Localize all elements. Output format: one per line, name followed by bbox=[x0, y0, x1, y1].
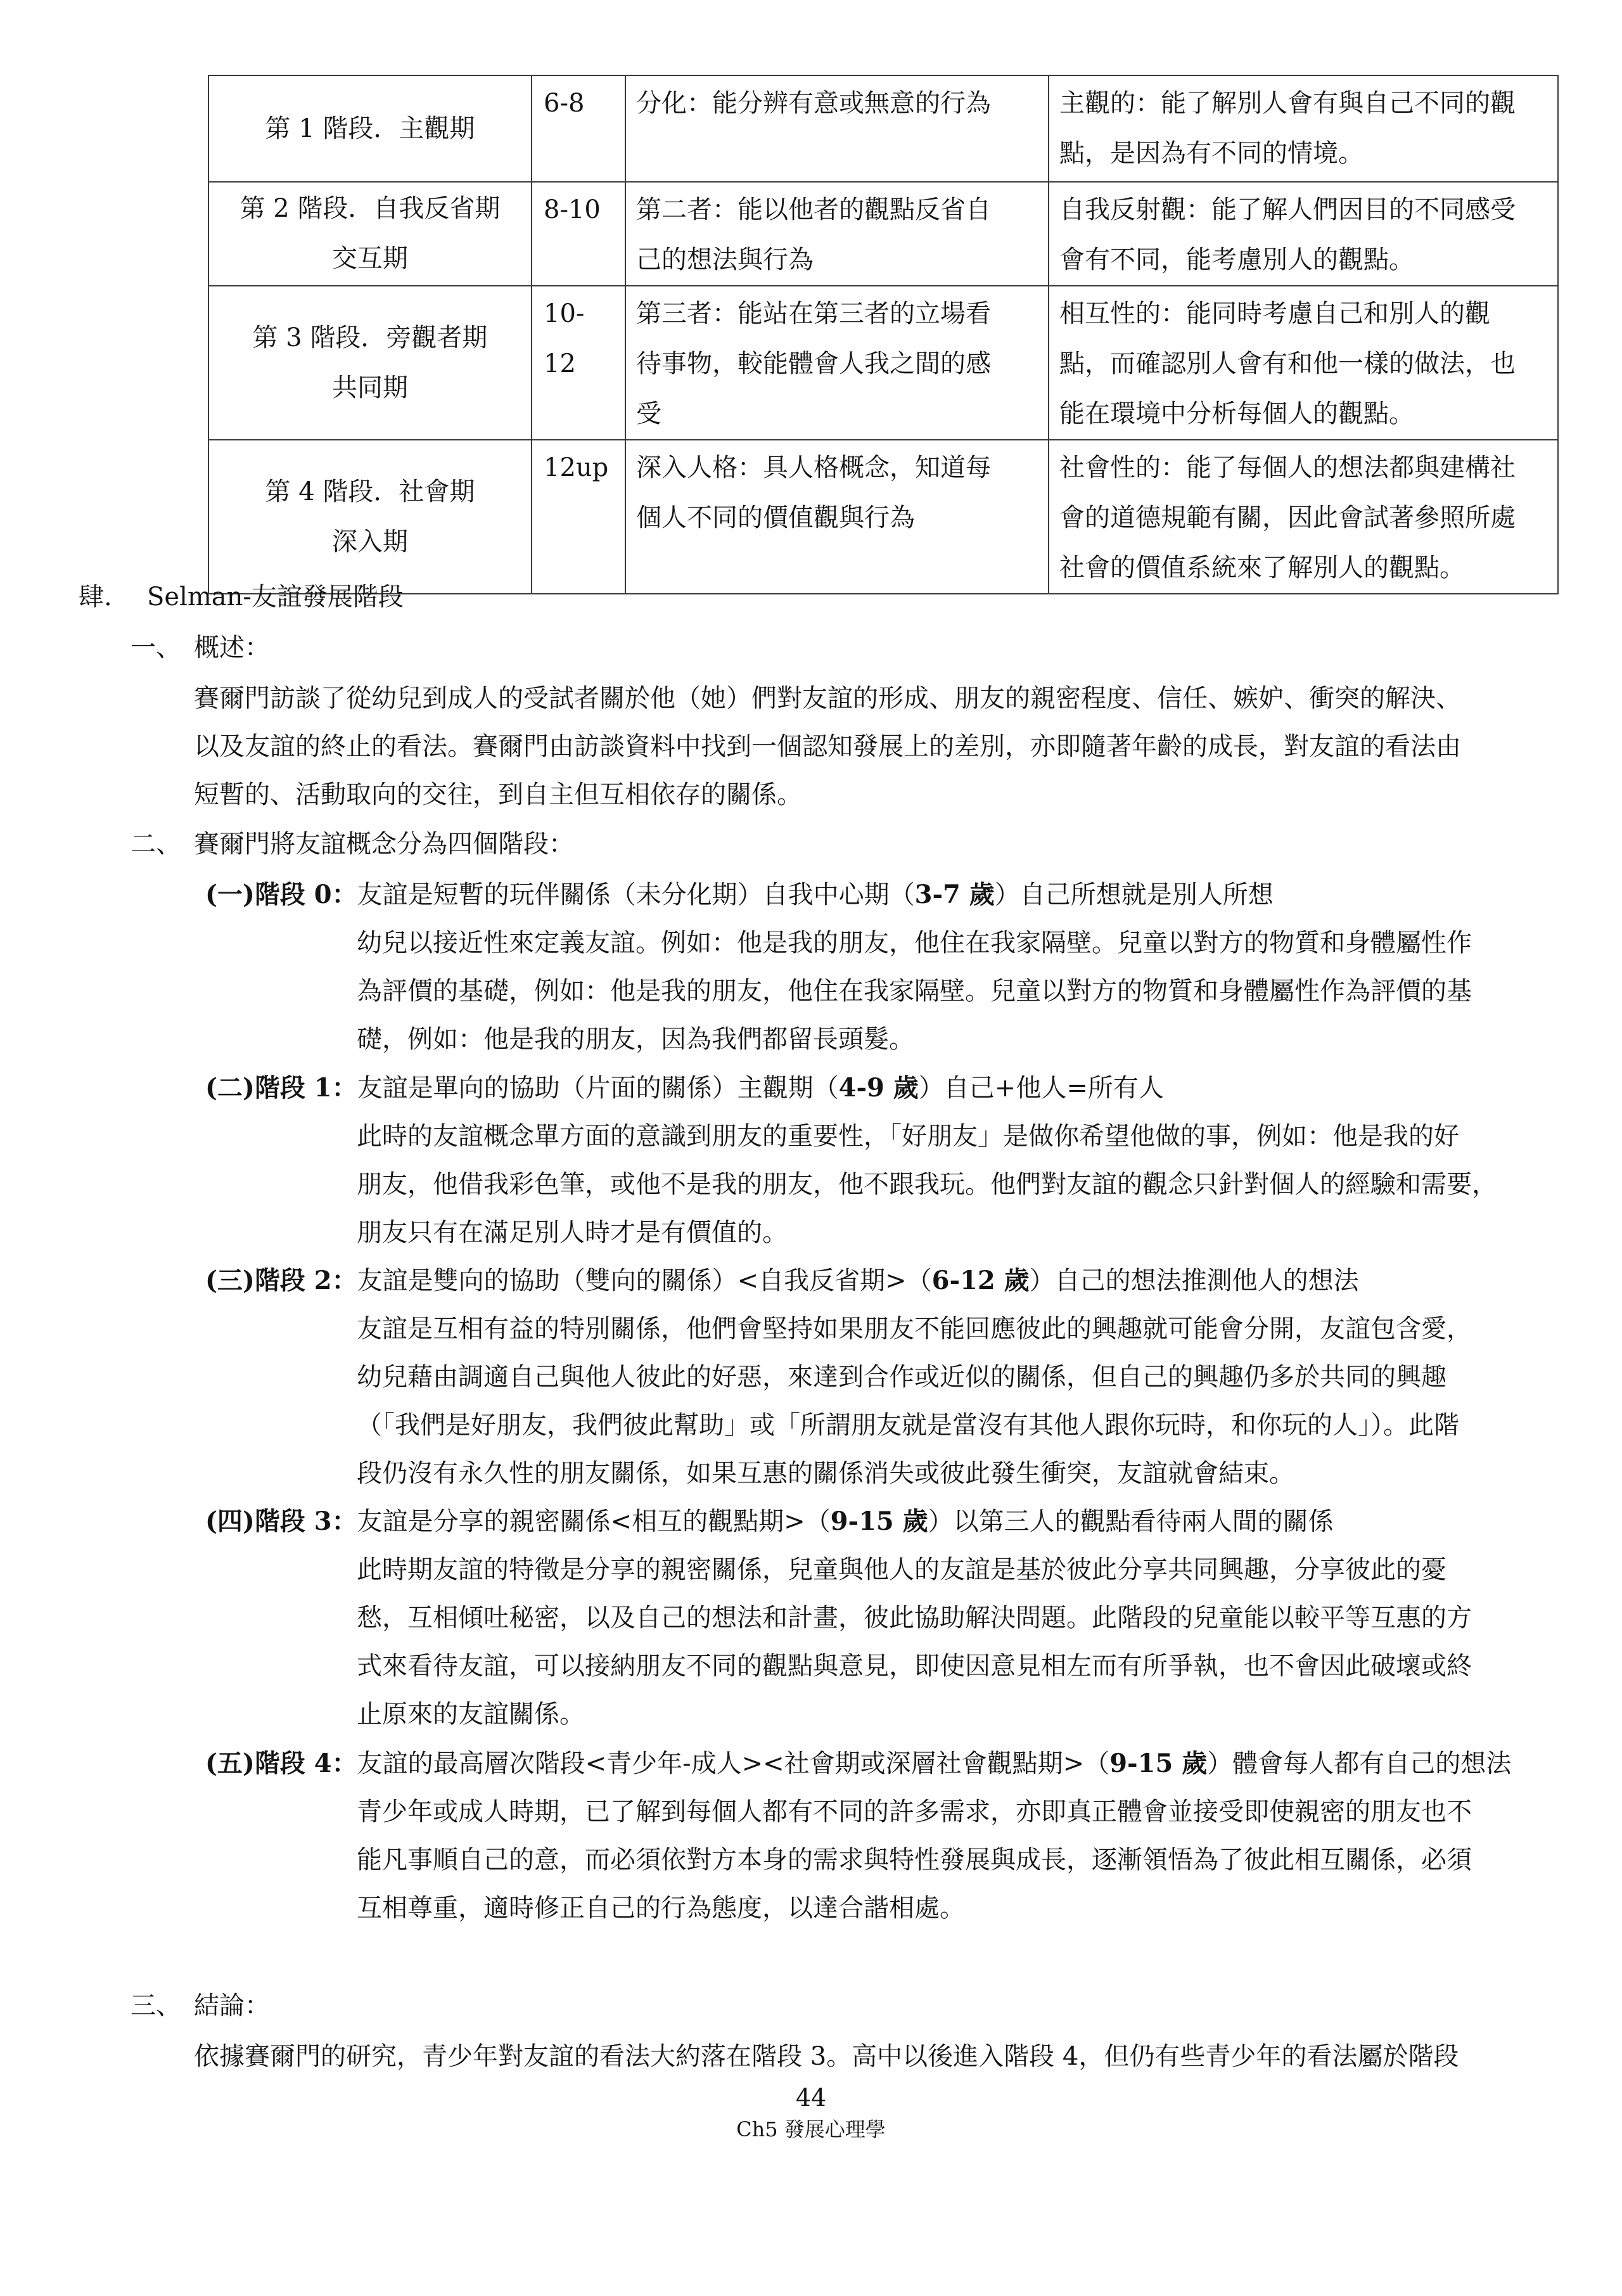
stage-heading-text: ）以第三人的觀點看待兩人間的關係 bbox=[928, 1507, 1334, 1536]
stage-body-line: 愁，互相傾吐秘密，以及自己的想法和計畫，彼此協助解決問題。此階段的兒童能以較平等互惠的方 bbox=[357, 1603, 1472, 1632]
description-cell bbox=[625, 182, 1049, 286]
age-range: 8-10 bbox=[544, 195, 601, 224]
description-cell bbox=[625, 440, 1049, 594]
stage-heading bbox=[205, 1745, 1511, 1783]
perspective-cell bbox=[1049, 440, 1558, 594]
perspective-line: 會的道德規範有關，因此會試著參照所處 bbox=[1059, 503, 1516, 532]
perspective-cell bbox=[1049, 182, 1558, 286]
subsection-number: 一、 bbox=[131, 633, 181, 662]
description-cell bbox=[625, 75, 1049, 182]
stage-body-line: 朋友只有在滿足別人時才是有價值的。 bbox=[357, 1218, 788, 1247]
stage-heading-text: 友誼是分享的親密關係<相互的觀點期>（ bbox=[357, 1507, 831, 1536]
stage-body-line: 礎，例如：他是我的朋友，因為我們都留長頭髮。 bbox=[357, 1025, 914, 1054]
chapter-label: Ch5 發展心理學 bbox=[736, 2117, 886, 2141]
stage-body-line: 青少年或成人時期，已了解到每個人都有不同的許多需求，亦即真正體會並接受即使親密的朋友也不 bbox=[357, 1797, 1472, 1826]
conclusion-paragraph-line: 依據賽爾門的研究，青少年對友誼的看法大約落在階段 3。高中以後進入階段 4，但仍有些青少年的看法屬於階段 bbox=[194, 2042, 1459, 2071]
stage-name-line: 深入期 bbox=[332, 527, 408, 556]
perspective-line: 會有不同，能考慮別人的觀點。 bbox=[1059, 245, 1414, 274]
stage-heading-text: 友誼的最高層次階段<青少年-成人><社會期或深層社會觀點期>（ bbox=[357, 1749, 1110, 1778]
stage-heading-text: ）自己+他人=所有人 bbox=[918, 1074, 1164, 1103]
subsection-title: 結論： bbox=[194, 1991, 270, 2020]
description-line: 待事物，較能體會人我之間的感 bbox=[636, 349, 991, 378]
table-row bbox=[208, 440, 1558, 594]
stage-cell bbox=[208, 182, 532, 286]
stage-heading-text: 友誼是短暫的玩伴關係（未分化期）自我中心期（ bbox=[357, 880, 915, 909]
stage-label: (一)階段 0： bbox=[205, 880, 357, 909]
subsection-title: 賽爾門將友誼概念分為四個階段： bbox=[194, 830, 574, 859]
perspective-line: 社會的價值系統來了解別人的觀點。 bbox=[1059, 553, 1465, 582]
stage-cell bbox=[208, 75, 532, 182]
age-range: 12up bbox=[544, 453, 609, 482]
subsection-title: 概述： bbox=[194, 633, 270, 662]
stage-heading bbox=[205, 876, 1274, 914]
stage-heading-text: 友誼是單向的協助（片面的關係）主觀期（ bbox=[357, 1074, 839, 1103]
perspective-line: 社會性的：能了每個人的想法都與建構社 bbox=[1059, 453, 1516, 482]
stage-body-line: （「我們是好朋友，我們彼此幫助」或「所謂朋友就是當沒有其他人跟你玩時，和你玩的人」）。此階 bbox=[357, 1411, 1459, 1440]
description-line: 己的想法與行為 bbox=[636, 245, 814, 274]
age-cell bbox=[532, 440, 625, 594]
perspective-line: 點，而確認別人會有和他一樣的做法，也 bbox=[1059, 349, 1516, 378]
table-row bbox=[208, 75, 1558, 182]
stage-name-line: 第 2 階段．自我反省期 bbox=[239, 194, 501, 223]
stage-heading-text: ）自己的想法推測他人的想法 bbox=[1029, 1266, 1359, 1295]
age-range: 10-12 bbox=[544, 299, 585, 378]
stage-body-line: 式來看待友誼，可以接納朋友不同的觀點與意見，即使因意見相左而有所爭執，也不會因此破壞或終 bbox=[357, 1651, 1472, 1681]
stage-cell bbox=[208, 440, 532, 594]
perspective-cell bbox=[1049, 286, 1558, 440]
section-title: Selman-友誼發展階段 bbox=[147, 582, 404, 612]
perspective-line: 主觀的：能了解別人會有與自己不同的觀 bbox=[1059, 89, 1516, 118]
description-line: 分化：能分辨有意或無意的行為 bbox=[636, 89, 991, 118]
stage-heading bbox=[205, 1069, 1164, 1107]
subsection-number: 三、 bbox=[131, 1991, 181, 2020]
stage-heading-text: ）自己所想就是別人所想 bbox=[994, 880, 1274, 909]
age-range: 6-8 bbox=[544, 89, 585, 118]
stage-heading-text: ）體會每人都有自己的想法 bbox=[1207, 1749, 1512, 1778]
stage-name-line: 第 4 階段．社會期 bbox=[265, 477, 475, 506]
description-line: 第三者：能站在第三者的立場看 bbox=[636, 299, 991, 328]
stage-name-line: 第 3 階段．旁觀者期 bbox=[252, 323, 488, 352]
stage-body-line: 互相尊重，適時修正自己的行為態度，以達合諧相處。 bbox=[357, 1894, 965, 1923]
stage-age-range: 4-9 歲 bbox=[838, 1073, 919, 1103]
table-row bbox=[208, 286, 1558, 440]
table-row bbox=[208, 182, 1558, 286]
description-cell bbox=[625, 286, 1049, 440]
stage-heading bbox=[205, 1503, 1334, 1541]
overview-paragraph-line: 賽爾門訪談了從幼兒到成人的受試者關於他（她）們對友誼的形成、朋友的親密程度、信任、嫉妒、衝突的解決、 bbox=[194, 684, 1461, 713]
age-cell bbox=[532, 75, 625, 182]
overview-paragraph-line: 短暫的、活動取向的交往，到自主但互相依存的關係。 bbox=[194, 780, 802, 809]
description-line: 個人不同的價值觀與行為 bbox=[636, 503, 915, 532]
stage-body-line: 幼兒藉由調適自己與他人彼此的好惡，來達到合作或近似的關係，但自己的興趣仍多於共同的興趣 bbox=[357, 1363, 1446, 1392]
stage-body-line: 能凡事順自己的意，而必須依對方本身的需求與特性發展與成長，逐漸領悟為了彼此相互關係，必須 bbox=[357, 1845, 1472, 1875]
stage-label: (五)階段 4： bbox=[205, 1748, 357, 1778]
description-line: 深入人格：具人格概念，知道每 bbox=[636, 453, 991, 482]
perspective-cell bbox=[1049, 75, 1558, 182]
description-line: 受 bbox=[636, 399, 661, 428]
stage-heading bbox=[205, 1262, 1359, 1300]
stage-name-line: 共同期 bbox=[332, 373, 408, 402]
stage-age-range: 9-15 歲 bbox=[830, 1506, 928, 1536]
stage-age-range: 9-15 歲 bbox=[1109, 1748, 1208, 1778]
perspective-line: 能在環境中分析每個人的觀點。 bbox=[1059, 399, 1414, 428]
age-cell bbox=[532, 182, 625, 286]
stage-body-line: 此時的友誼概念單方面的意識到朋友的重要性，「好朋友」是做你希望他做的事，例如：他是我的好 bbox=[357, 1122, 1459, 1151]
section-number: 肆. bbox=[79, 582, 112, 612]
stage-body-line: 為評價的基礎，例如：他是我的朋友，他住在我家隔壁。兒童以對方的物質和身體屬性作為評價的基 bbox=[357, 977, 1472, 1006]
page-number: 44 bbox=[795, 2084, 827, 2112]
stage-heading-text: 友誼是雙向的協助（雙向的關係）<自我反省期>（ bbox=[357, 1266, 932, 1295]
stage-body-line: 此時期友誼的特徵是分享的親密關係，兒童與他人的友誼是基於彼此分享共同興趣，分享彼此的憂 bbox=[357, 1555, 1446, 1584]
description-line: 第二者：能以他者的觀點反省自 bbox=[636, 195, 991, 224]
overview-paragraph-line: 以及友誼的終止的看法。賽爾門由訪談資料中找到一個認知發展上的差別，亦即隨著年齡的成長，對友誼的看法由 bbox=[194, 732, 1461, 761]
stage-body-line: 友誼是互相有益的特別關係，他們會堅持如果朋友不能回應彼此的興趣就可能會分開，友誼包含愛， bbox=[357, 1314, 1472, 1344]
stage-name-line: 交互期 bbox=[332, 244, 408, 273]
subsection-number: 二、 bbox=[131, 830, 181, 859]
age-cell bbox=[532, 286, 625, 440]
stage-age-range: 6-12 歲 bbox=[931, 1266, 1030, 1295]
perspective-line: 點，是因為有不同的情境。 bbox=[1059, 139, 1363, 168]
stage-body-line: 段仍沒有永久性的朋友關係，如果互惠的關係消失或彼此發生衝突，友誼就會結束。 bbox=[357, 1459, 1294, 1488]
stage-label: (三)階段 2： bbox=[205, 1266, 357, 1295]
stage-cell bbox=[208, 286, 532, 440]
stage-label: (二)階段 1： bbox=[205, 1073, 357, 1103]
stage-body-line: 幼兒以接近性來定義友誼。例如：他是我的朋友，他住在我家隔壁。兒童以對方的物質和身體屬性作 bbox=[357, 928, 1472, 958]
perspective-line: 自我反射觀：能了解人們因目的不同感受 bbox=[1059, 195, 1516, 224]
perspective-line: 相互性的：能同時考慮自己和別人的觀 bbox=[1059, 299, 1490, 328]
development-stage-table bbox=[208, 75, 1559, 594]
stage-body-line: 止原來的友誼關係。 bbox=[357, 1700, 585, 1729]
stage-label: (四)階段 3： bbox=[205, 1506, 357, 1536]
stage-age-range: 3-7 歲 bbox=[914, 880, 995, 909]
stage-body-line: 朋友，他借我彩色筆，或他不是我的朋友，他不跟我玩。他們對友誼的觀念只針對個人的經驗和需要， bbox=[357, 1170, 1497, 1199]
stage-name-line: 第 1 階段．主觀期 bbox=[265, 113, 475, 143]
